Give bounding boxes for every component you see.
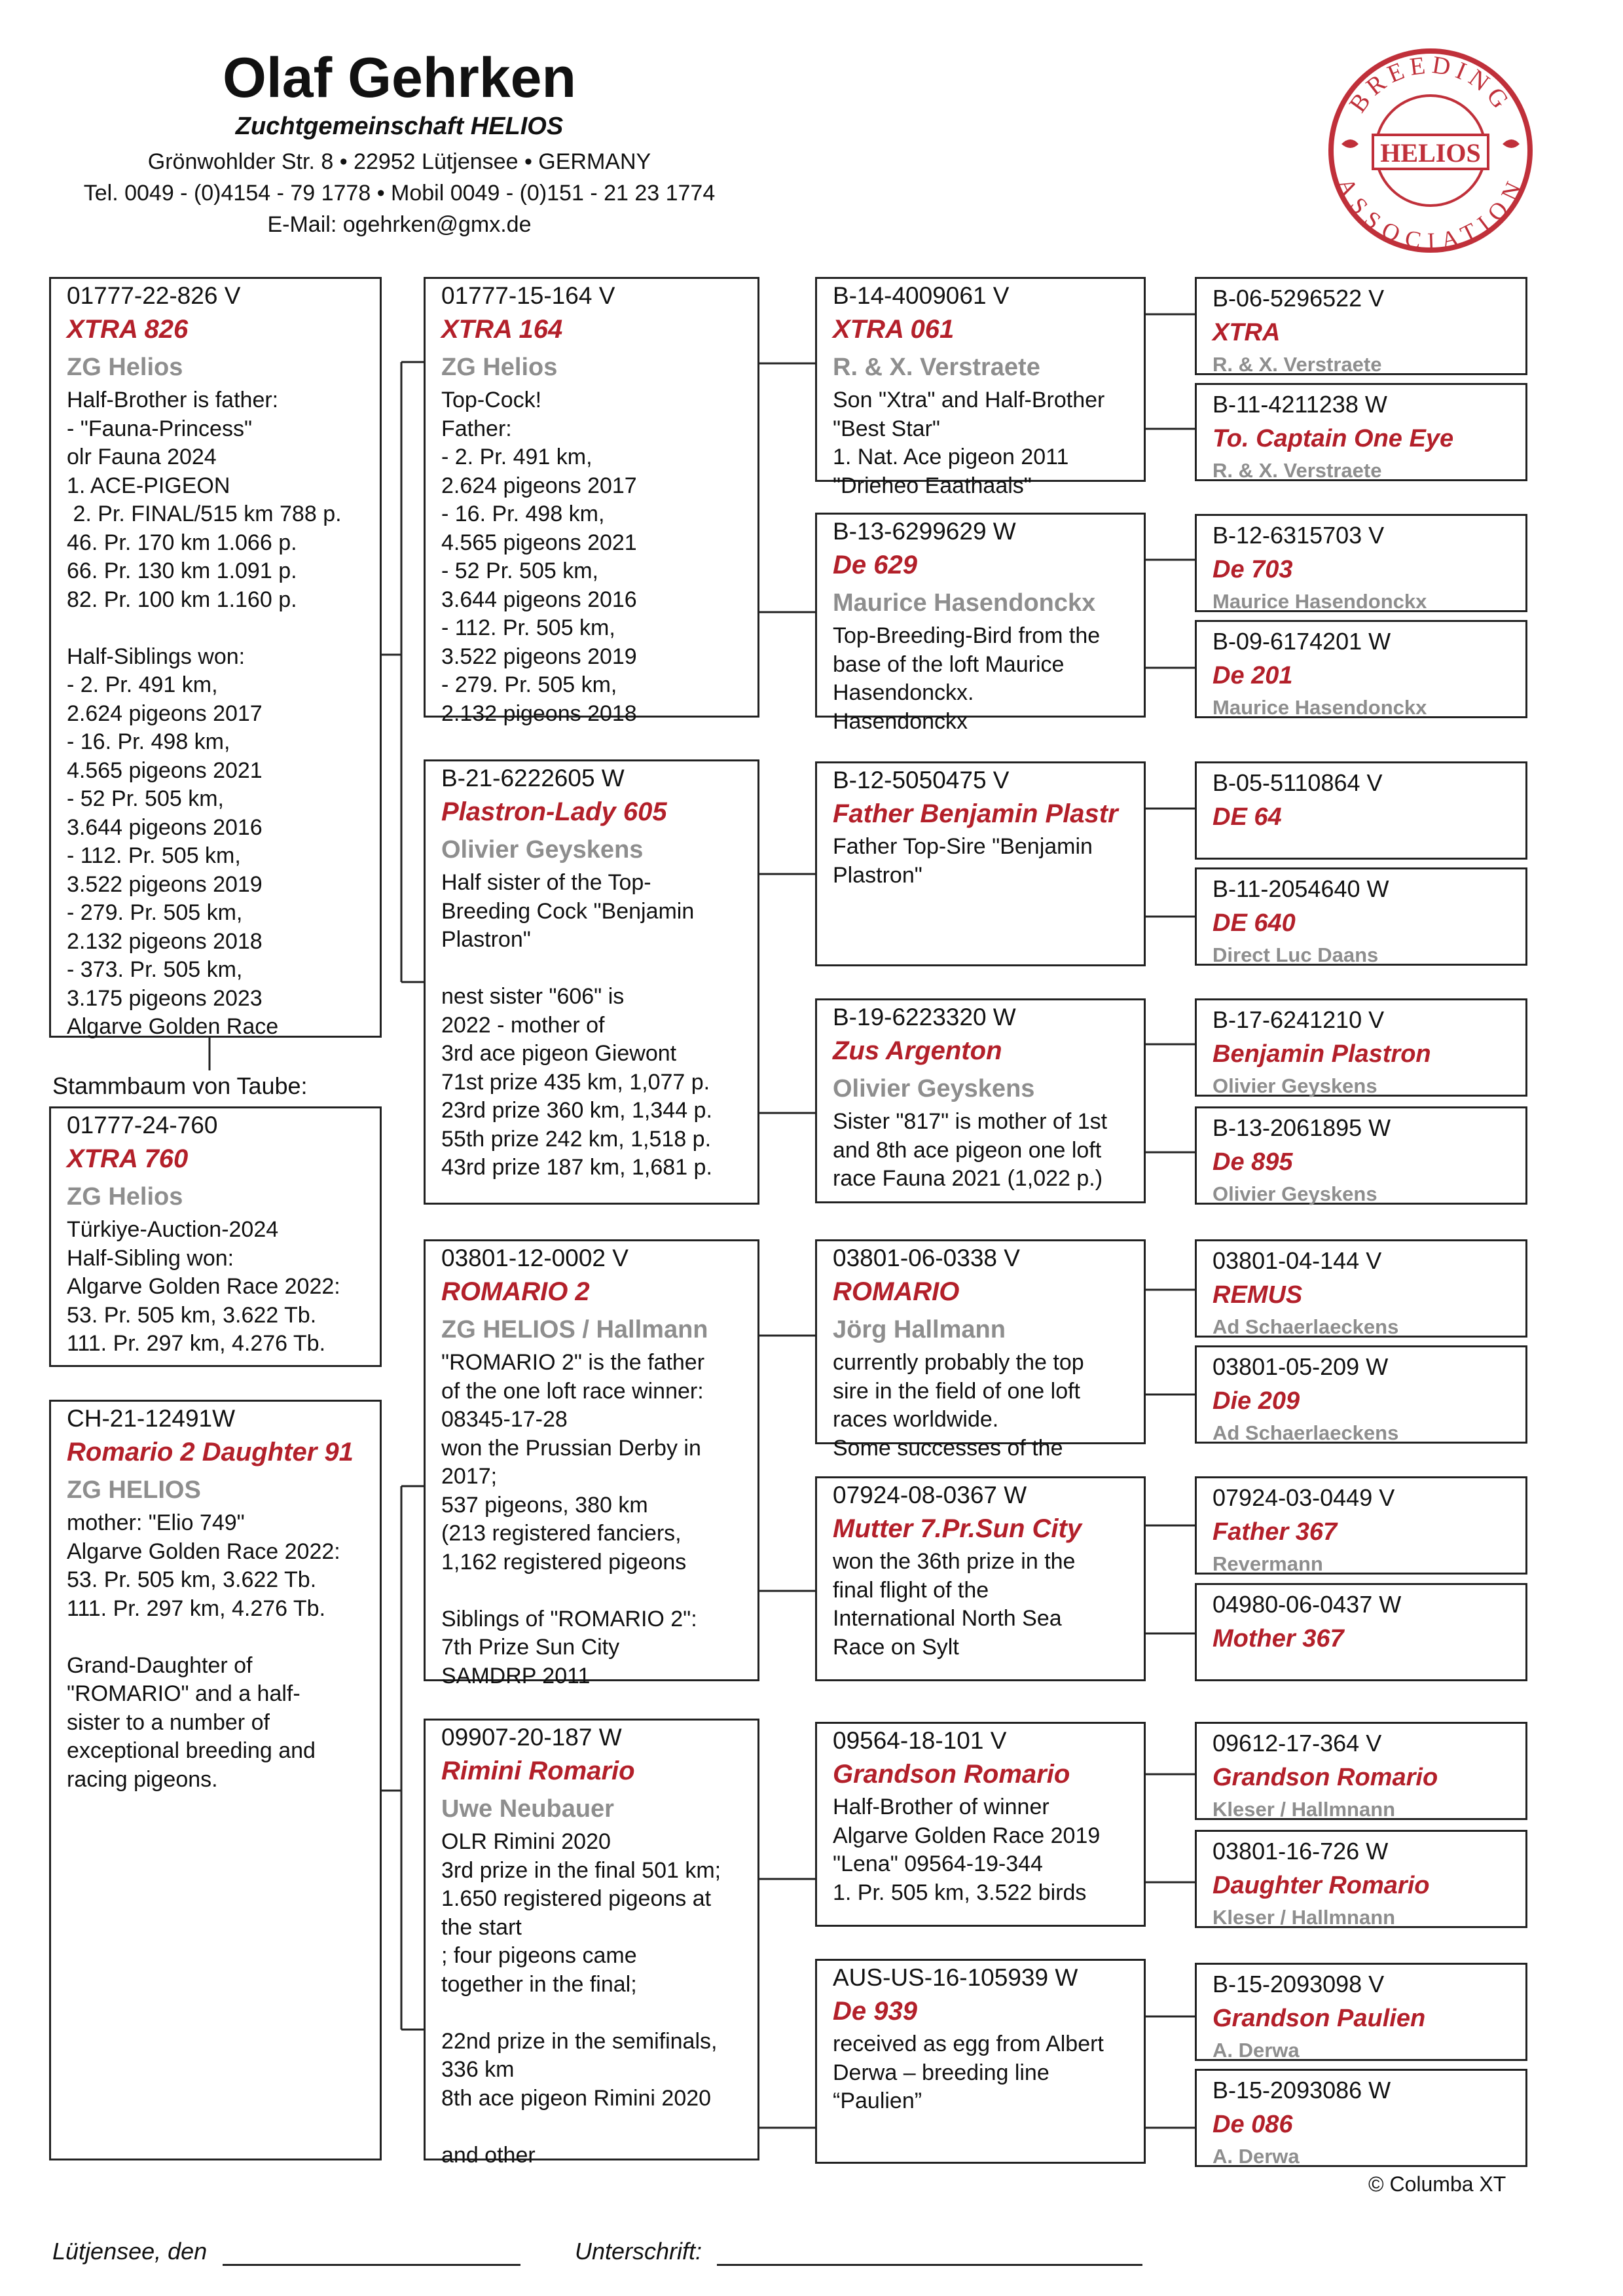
pigeon-name: Zus Argenton bbox=[833, 1036, 1002, 1065]
svg-text:HELIOS: HELIOS bbox=[1380, 138, 1481, 168]
pigeon-name: XTRA 826 bbox=[67, 315, 189, 344]
stammbaum-label: Stammbaum von Taube: bbox=[52, 1072, 308, 1099]
ring-number: B-05-5110864 V bbox=[1213, 769, 1383, 796]
pigeon-g2 bbox=[1195, 383, 1527, 481]
owner-email: E-Mail: ogehrken@gmx.de bbox=[267, 212, 532, 237]
ring-number: B-19-6223320 W bbox=[833, 1004, 1016, 1030]
pigeon-notes: won the 36th prize in the final flight of the International North Sea Race on Sylt bbox=[833, 1549, 1076, 1660]
pigeon-name: DE 64 bbox=[1213, 803, 1282, 831]
breeder: ZG Helios bbox=[441, 354, 558, 381]
pigeon-father bbox=[424, 277, 759, 726]
pigeon-g16 bbox=[1195, 2069, 1527, 2167]
breeder: Kleser / Hallmnann bbox=[1213, 1906, 1396, 1929]
ring-number: 04980-06-0437 W bbox=[1213, 1591, 1402, 1618]
breeder: Ad Schaerlaeckens bbox=[1213, 1421, 1399, 1444]
pigeon-name: XTRA 760 bbox=[67, 1144, 189, 1173]
pigeon-notes: Top-Breeding-Bird from the base of the loft Maurice Hasendonckx. Hasendonckx bbox=[833, 623, 1101, 734]
ring-number: B-13-2061895 W bbox=[1213, 1114, 1391, 1141]
ring-number: 09907-20-187 W bbox=[441, 1724, 622, 1751]
pigeon-g5 bbox=[1195, 761, 1527, 860]
pigeon-name: XTRA bbox=[1213, 319, 1281, 346]
pigeon-name: XTRA 164 bbox=[441, 315, 563, 344]
breeder: Revermann bbox=[1213, 1552, 1323, 1575]
breeder: ZG HELIOS / Hallmann bbox=[441, 1316, 708, 1343]
pigeon-notes: Top-Cock! Father: - 2. Pr. 491 km, 2.624 pigeons 2017 - 16. Pr. 498 km, 4.565 pigeons 2021 - 52 Pr. 505 km, 3.644 pigeons 2016 - 112. Pr. 505 km, 3.522 pigeons 2019 - 279. Pr. 505 km, 2.132 pigeons 2018 bbox=[441, 388, 637, 726]
breeder: R. & X. Verstraete bbox=[1213, 459, 1382, 482]
ring-number: 03801-04-144 V bbox=[1213, 1247, 1382, 1274]
ring-number: 07924-08-0367 W bbox=[833, 1482, 1027, 1508]
breeder: Direct Luc Daans bbox=[1213, 943, 1379, 966]
breeder: Maurice Hasendonckx bbox=[1213, 590, 1427, 613]
breeder: R. & X. Verstraete bbox=[1213, 353, 1382, 376]
pigeon-name: To. Captain One Eye bbox=[1213, 425, 1454, 452]
pigeon-notes: OLR Rimini 2020 3rd prize in the final 501 km; 1.650 registered pigeons at the start ; four pigeons came together in the final; 22nd prize in the semifinals, 336 km 8th ace pigeon Rimini 2020 and other bbox=[441, 1829, 721, 2168]
pigeon-g12 bbox=[1195, 1583, 1527, 1681]
breeder: ZG Helios bbox=[67, 1183, 183, 1211]
breeder: ZG HELIOS bbox=[67, 1476, 201, 1504]
pigeon-notes: Half-Brother of winner Algarve Golden Race 2019 "Lena" 09564-19-344 1. Pr. 505 km, 3.522 birds bbox=[833, 1795, 1101, 1905]
pigeon-notes: Türkiye-Auction-2024 Half-Sibling won: Algarve Golden Race 2022: 53. Pr. 505 km, 3.622 Tb. 111. Pr. 297 km, 4.276 Tb. bbox=[67, 1217, 340, 1356]
pigeon-fm bbox=[815, 513, 1146, 734]
ring-number: 03801-05-209 W bbox=[1213, 1353, 1389, 1380]
ring-number: B-14-4009061 V bbox=[833, 282, 1010, 309]
pigeon-name: Grandson Romario bbox=[1213, 1764, 1438, 1791]
breeder: R. & X. Verstraete bbox=[833, 354, 1040, 381]
breeder: Olivier Geyskens bbox=[833, 1075, 1035, 1102]
owner-address: Grönwohlder Str. 8 • 22952 Lütjensee • GERMANY bbox=[147, 149, 651, 174]
pigeon-m2m bbox=[815, 1959, 1146, 2164]
pigeon-m2f bbox=[815, 1722, 1146, 1927]
pigeon-father-2 bbox=[424, 1239, 759, 1688]
copyright: © Columba XT bbox=[1368, 2172, 1506, 2196]
pigeon-g11 bbox=[1195, 1476, 1527, 1575]
breeder: Ad Schaerlaeckens bbox=[1213, 1315, 1399, 1338]
pigeon-name: Mother 367 bbox=[1213, 1625, 1344, 1652]
ring-number: 01777-15-164 V bbox=[441, 282, 615, 309]
pigeon-notes: Half sister of the Top- Breeding Cock "Benjamin Plastron" nest sister "606" is 2022 - mother of 3rd ace pigeon Giewont 71st prize 435 km, 1,077 p. 23rd prize 360 km, 1,344 p. 55th prize 242 km, 1,518 p. 43rd prize 187 km, 1,681 p. bbox=[441, 870, 712, 1180]
ring-number: B-06-5296522 V bbox=[1213, 285, 1385, 312]
breeder: Jörg Hallmann bbox=[833, 1316, 1006, 1343]
breeder: A. Derwa bbox=[1213, 2145, 1300, 2168]
pigeon-name: DE 640 bbox=[1213, 909, 1296, 937]
ring-number: B-09-6174201 W bbox=[1213, 628, 1391, 655]
pigeon-g10 bbox=[1195, 1345, 1527, 1444]
pigeon-f2f bbox=[815, 1239, 1146, 1461]
signature-line[interactable] bbox=[717, 2264, 1142, 2266]
ring-number: 03801-12-0002 V bbox=[441, 1245, 629, 1271]
pigeon-mother-2 bbox=[424, 1719, 759, 2168]
pigeon-g13 bbox=[1195, 1722, 1527, 1820]
pigeon-mother bbox=[424, 759, 759, 1205]
breeder: Olivier Geyskens bbox=[1213, 1074, 1377, 1097]
breeder: ZG Helios bbox=[67, 354, 183, 381]
ring-number: B-15-2093086 W bbox=[1213, 2077, 1391, 2104]
owner-subtitle: Zuchtgemeinschaft HELIOS bbox=[235, 113, 564, 140]
ring-number: 09612-17-364 V bbox=[1213, 1730, 1382, 1757]
pigeon-g8 bbox=[1195, 1106, 1527, 1205]
pigeon-p2 bbox=[49, 1106, 382, 1367]
pigeon-f2m bbox=[815, 1476, 1146, 1681]
ring-number: CH-21-12491W bbox=[67, 1405, 236, 1432]
pigeon-name: Romario 2 Daughter 91 bbox=[67, 1438, 354, 1467]
ring-number: 03801-16-726 W bbox=[1213, 1838, 1389, 1865]
pigeon-notes: currently probably the top sire in the field of one loft races worldwide. Some successes of the bbox=[833, 1350, 1084, 1461]
breeder: Uwe Neubauer bbox=[441, 1795, 614, 1823]
pigeon-name: REMUS bbox=[1213, 1281, 1303, 1309]
breeder: Maurice Hasendonckx bbox=[1213, 696, 1427, 719]
owner-phone: Tel. 0049 - (0)4154 - 79 1778 • Mobil 0049 - (0)151 - 21 23 1774 bbox=[83, 181, 716, 206]
pigeon-notes: received as egg from Albert Derwa – breeding line “Paulien” bbox=[833, 2032, 1104, 2113]
pigeon-name: Mutter 7.Pr.Sun City bbox=[833, 1514, 1082, 1543]
ring-number: 03801-06-0338 V bbox=[833, 1245, 1020, 1271]
pigeon-mm bbox=[815, 998, 1146, 1203]
ring-number: B-13-6299629 W bbox=[833, 518, 1016, 545]
breeder: Kleser / Hallmnann bbox=[1213, 1798, 1396, 1821]
ring-number: B-12-6315703 V bbox=[1213, 522, 1385, 549]
ring-number: 09564-18-101 V bbox=[833, 1727, 1007, 1754]
pigeon-name: Die 209 bbox=[1213, 1387, 1300, 1415]
pigeon-g9 bbox=[1195, 1239, 1527, 1338]
pigeon-name: XTRA 061 bbox=[833, 315, 955, 344]
pigeon-subject bbox=[49, 277, 382, 1038]
ring-number: B-21-6222605 W bbox=[441, 765, 625, 792]
pigeon-notes: "ROMARIO 2" is the father of the one loft race winner: 08345-17-28 won the Prussian Derby in 2017; 537 pigeons, 380 km (213 registered fanciers, 1,162 registered pigeons Siblings of "ROMARIO 2": 7th Prize Sun City SAMDRP 2011 bbox=[441, 1350, 705, 1688]
pigeon-name: De 629 bbox=[833, 551, 917, 579]
ring-number: B-11-2054640 W bbox=[1213, 875, 1389, 902]
pigeon-name: Daughter Romario bbox=[1213, 1872, 1430, 1899]
owner-name: Olaf Gehrken bbox=[222, 46, 577, 109]
ring-number: 07924-03-0449 V bbox=[1213, 1484, 1395, 1511]
ring-number: B-12-5050475 V bbox=[833, 767, 1010, 793]
ring-number: 01777-22-826 V bbox=[67, 282, 241, 309]
pigeon-g6 bbox=[1195, 867, 1527, 966]
ring-number: B-11-4211238 W bbox=[1213, 391, 1387, 418]
svg-text:ASSOCIATION: ASSOCIATION bbox=[1332, 173, 1529, 254]
pigeon-g7 bbox=[1195, 998, 1527, 1097]
pigeon-name: ROMARIO bbox=[833, 1277, 960, 1306]
breeder: Olivier Geyskens bbox=[441, 836, 644, 864]
pigeon-name: Grandson Paulien bbox=[1213, 2005, 1426, 2032]
breeder: A. Derwa bbox=[1213, 2039, 1300, 2062]
pigeon-g15 bbox=[1195, 1963, 1527, 2061]
pigeon-g14 bbox=[1195, 1830, 1527, 1928]
pigeon-g1 bbox=[1195, 277, 1527, 375]
pigeon-notes: Father Top-Sire "Benjamin Plastron" bbox=[833, 834, 1093, 888]
pigeon-name: Grandson Romario bbox=[833, 1760, 1070, 1789]
breeder: Maurice Hasendonckx bbox=[833, 589, 1096, 617]
pigeon-p3 bbox=[49, 1400, 382, 2160]
pigeon-name: De 703 bbox=[1213, 556, 1293, 583]
pigeon-name: Benjamin Plastron bbox=[1213, 1040, 1431, 1068]
signature-label: Unterschrift: bbox=[575, 2238, 702, 2265]
pigeon-g3 bbox=[1195, 514, 1527, 612]
pigeon-name: Father Benjamin Plastr bbox=[833, 799, 1118, 828]
pigeon-notes: Son "Xtra" and Half-Brother "Best Star" 1. Nat. Ace pigeon 2011 "Drieheo Eaathaals" bbox=[833, 388, 1105, 498]
pigeon-notes: mother: "Elio 749" Algarve Golden Race 2022: 53. Pr. 505 km, 3.622 Tb. 111. Pr. 297 km, 4.276 Tb. Grand-Daughter of "ROMARIO" and a half- sister to a number of exceptional breeding and racing pigeons. bbox=[67, 1510, 340, 1792]
pigeon-name: De 201 bbox=[1213, 662, 1293, 689]
pigeon-name: De 939 bbox=[833, 1997, 917, 2026]
pigeon-g4 bbox=[1195, 620, 1527, 718]
pigeon-name: Father 367 bbox=[1213, 1518, 1338, 1546]
date-line[interactable] bbox=[223, 2264, 520, 2266]
ring-number: B-17-6241210 V bbox=[1213, 1006, 1385, 1033]
ring-number: 01777-24-760 bbox=[67, 1112, 218, 1139]
pigeon-name: De 895 bbox=[1213, 1148, 1293, 1176]
pigeon-notes: Sister "817" is mother of 1st and 8th ace pigeon one loft race Fauna 2021 (1,022 p.) bbox=[833, 1109, 1108, 1191]
ring-number: AUS-US-16-105939 W bbox=[833, 1964, 1078, 1991]
svg-text:BREEDING: BREEDING bbox=[1343, 51, 1518, 118]
pigeon-name: Plastron-Lady 605 bbox=[441, 797, 667, 826]
place-label: Lütjensee, den bbox=[52, 2238, 208, 2265]
breeder: Olivier Geyskens bbox=[1213, 1182, 1377, 1205]
pigeon-ff bbox=[815, 277, 1146, 498]
pigeon-notes: Half-Brother is father: - "Fauna-Princess" olr Fauna 2024 1. ACE-PIGEON 2. Pr. FINAL/515 km 788 p. 46. Pr. 170 km 1.066 p. 66. Pr. 130 km 1.091 p. 82. Pr. 100 km 1.160 p. Half-Siblings won: - 2. Pr. 491 km, 2.624 pigeons 2017 - 16. Pr. 498 km, 4.565 pigeons 2021 - 52 Pr. 505 km, 3.644 pigeons 2016 - 112. Pr. 505 km, 3.522 pigeons 2019 - 279. Pr. 505 km, 2.132 pigeons 2018 - 373. Pr. 505 km, 3.175 pigeons 2023 Algarve Golden Race bbox=[67, 388, 342, 1039]
ring-number: B-15-2093098 V bbox=[1213, 1971, 1385, 1997]
pigeon-name: Rimini Romario bbox=[441, 1757, 635, 1785]
pigeon-name: ROMARIO 2 bbox=[441, 1277, 590, 1306]
pigeon-mf bbox=[815, 761, 1146, 966]
pigeon-name: De 086 bbox=[1213, 2111, 1293, 2138]
